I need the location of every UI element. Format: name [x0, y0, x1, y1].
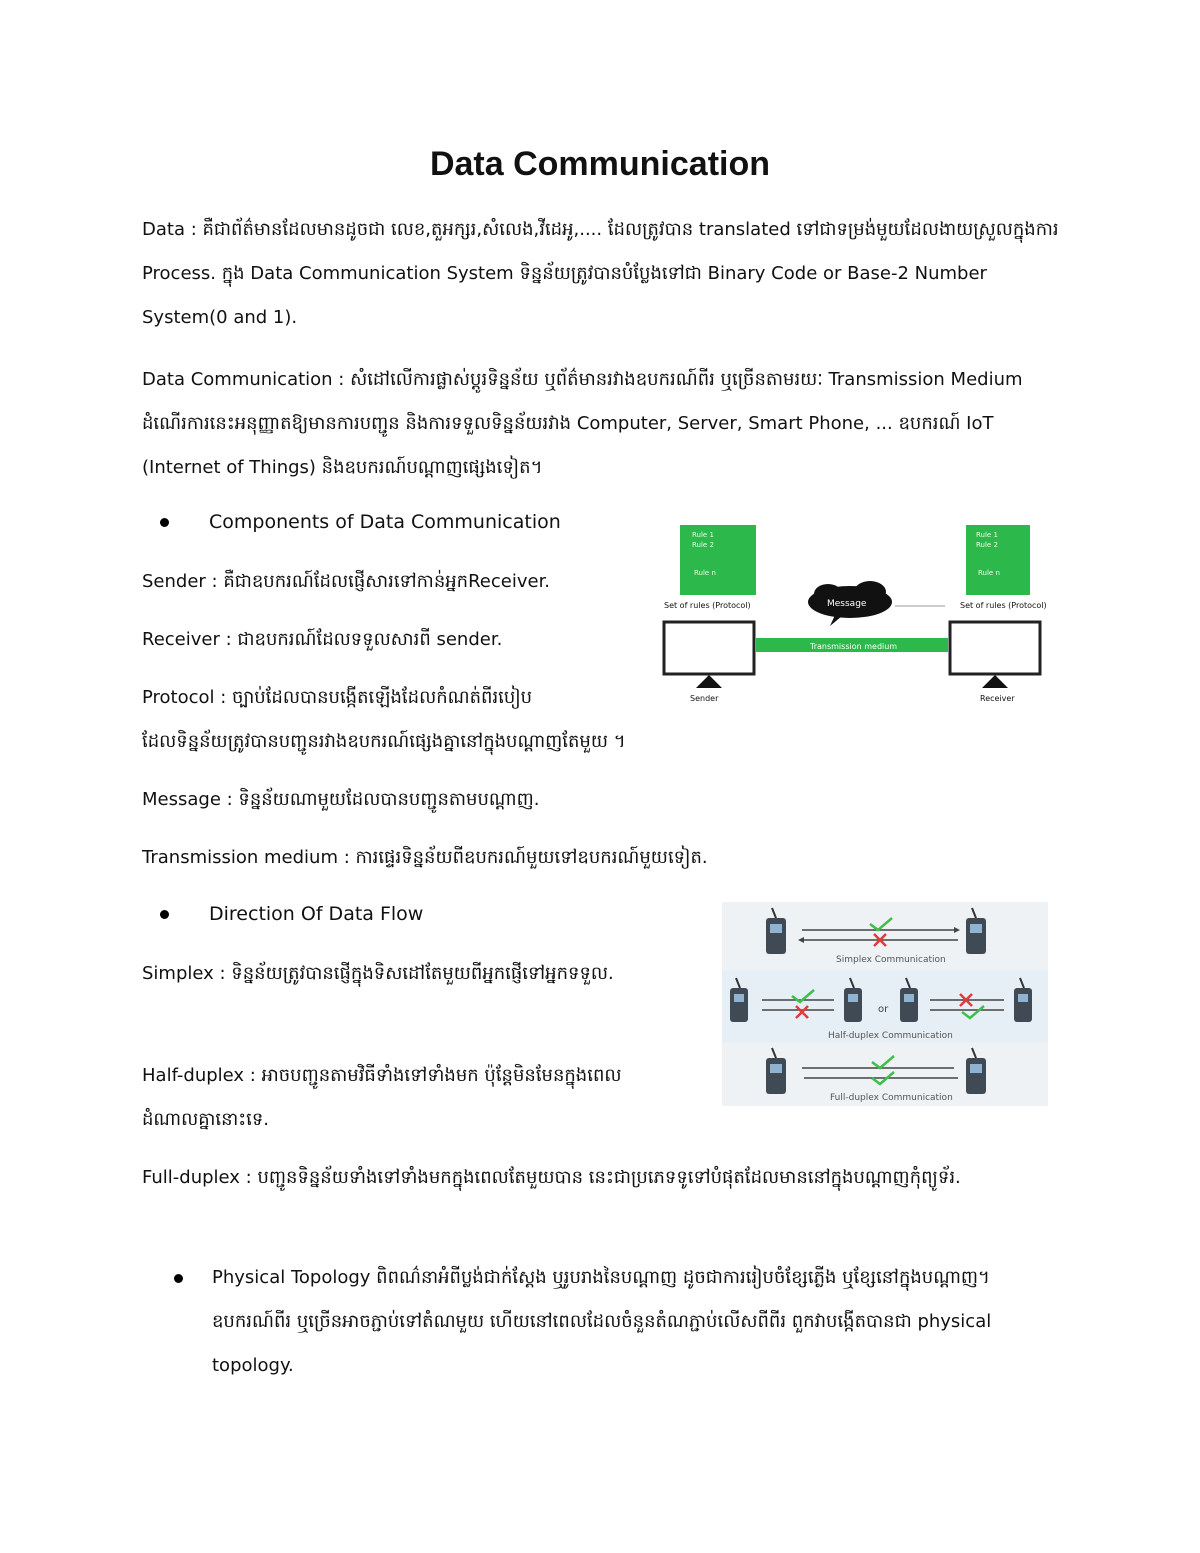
left-protocol-label: Set of rules (Protocol): [664, 601, 751, 610]
sender-label: Sender: [690, 694, 719, 703]
data-communication-definition: Data Communication : សំដៅលើការផ្លាស់ប្តូរទិន្នន័យ ឬព័ត៌មានរវាងឧបករណ៍ពីរ ឬច្រើនតាមរយៈ Transmission Medium ដំណើរការនេះអនុញ្ញាតឱ្យមានការបញ្ជូន និងការទទួលទិន្នន័យរវាង Computer, Server, Smart Phone, ... ឧបករណ៍ IoT (Internet of Things) និងឧបករណ៍បណ្តាញផ្សេងទៀត។: [142, 369, 1023, 478]
protocol-definition: Protocol : ច្បាប់ដែលបានបង្កើតឡើងដែលកំណត់ពីរបៀប: [142, 687, 533, 708]
direction-heading-text: Direction Of Data Flow: [209, 903, 424, 925]
check-icon: [872, 1056, 894, 1068]
receiver-monitor-icon: [950, 622, 1040, 674]
full-duplex-caption: Full-duplex Communication: [830, 1093, 953, 1103]
medium-definition: Transmission medium : ការផ្ទេរទិន្នន័យពីឧបករណ៍មួយទៅឧបករណ៍មួយទៀត.: [142, 847, 708, 868]
receiver-definition: Receiver : ជាឧបករណ៍ដែលទទួលសារពី sender.: [142, 629, 503, 650]
bullet-dot-icon: [160, 518, 169, 527]
right-rule-2: Rule 2: [976, 541, 998, 549]
protocol-definition-continued: ដែលទិន្នន័យត្រូវបានបញ្ជូនរវាងឧបករណ៍ផ្សេងគ្នានៅក្នុងបណ្តាញតែមួយ ។: [142, 731, 626, 752]
receiver-stand-icon: [982, 675, 1008, 688]
radio-icon: [766, 908, 786, 954]
radio-icon: [766, 1048, 786, 1094]
radio-icon: [966, 908, 986, 954]
right-rule-1: Rule 1: [976, 531, 998, 539]
message-label: Message: [827, 599, 867, 609]
or-label: or: [878, 1004, 889, 1015]
physical-topology-text: Physical Topology ពិពណ៌នាអំពីប្លង់ជាក់ស្តែង ឬរូបរាងនៃបណ្តាញ ដូចជាការរៀបចំខ្សែភ្លើង ឬខ្សែនៅក្នុងបណ្តាញ។ ឧបករណ៍ពីរ ឬច្រើនអាចភ្ជាប់ទៅតំណមួយ ហើយនៅពេលដែលចំនួនតំណភ្ជាប់លើសពីពីរ ពួកវាបង្កើតបានជា physical topology.: [212, 1267, 992, 1376]
right-protocol-label: Set of rules (Protocol): [960, 601, 1047, 610]
direction-diagram: [722, 902, 1048, 1106]
page-title: Data Communication: [429, 145, 771, 183]
components-diagram: [660, 520, 1050, 710]
data-definition: Data : គឺជាព័ត៌មានដែលមានដូចជា លេខ,តួអក្សរ,សំលេង,វីដេអូ,.... ដែលត្រូវបាន translated ទៅជាទម្រង់មួយដែលងាយស្រួលក្នុងការ Process. ក្នុង Data Communication System ទិន្នន័យត្រូវបានបំប្លែងទៅជា Binary Code or Base-2 Number System(0 and 1).: [142, 219, 1059, 328]
check-icon: [870, 918, 892, 930]
left-rule-1: Rule 1: [692, 531, 714, 539]
half-duplex-definition: Half-duplex : អាចបញ្ជូនតាមវិធីទាំងទៅទាំងមក ប៉ុន្តែមិនមែនក្នុងពេលដំណាលគ្នានោះទេ.: [142, 1065, 622, 1130]
right-rule-n: Rule n: [978, 569, 1000, 577]
bullet-dot-icon: [160, 910, 169, 919]
bullet-dot-icon: [174, 1274, 183, 1283]
sender-stand-icon: [696, 675, 722, 688]
components-heading: [160, 500, 561, 544]
message-definition: Message : ទិន្នន័យណាមួយដែលបានបញ្ជូនតាមបណ្តាញ.: [142, 789, 540, 810]
left-rule-n: Rule n: [694, 569, 716, 577]
simplex-caption: Simplex Communication: [836, 955, 946, 965]
receiver-label: Receiver: [980, 694, 1015, 703]
transmission-medium-label: Transmission medium: [810, 642, 898, 651]
sender-monitor-icon: [664, 622, 754, 674]
components-diagram-svg: [660, 520, 1050, 710]
direction-heading: [160, 892, 423, 936]
left-rule-2: Rule 2: [692, 541, 714, 549]
simplex-definition: Simplex : ទិន្នន័យត្រូវបានផ្ញើក្នុងទិសដៅតែមួយពីអ្នកផ្ញើទៅអ្នកទទួល.: [142, 963, 614, 984]
sender-definition: Sender : គឺជាឧបករណ៍ដែលផ្ញើសារទៅកាន់អ្នកReceiver.: [142, 571, 551, 592]
half-duplex-caption: Half-duplex Communication: [828, 1031, 953, 1041]
radio-icon: [966, 1048, 986, 1094]
direction-diagram-svg: [722, 902, 1048, 1106]
full-duplex-definition: Full-duplex : បញ្ជូនទិន្នន័យទាំងទៅទាំងមកក្នុងពេលតែមួយបាន នេះជាប្រភេទទូទៅបំផុតដែលមាននៅក្នុងបណ្តាញកុំព្យូទ័រ.: [142, 1167, 961, 1188]
components-heading-text: Components of Data Communication: [209, 511, 561, 533]
physical-topology-item: [174, 1256, 1054, 1388]
